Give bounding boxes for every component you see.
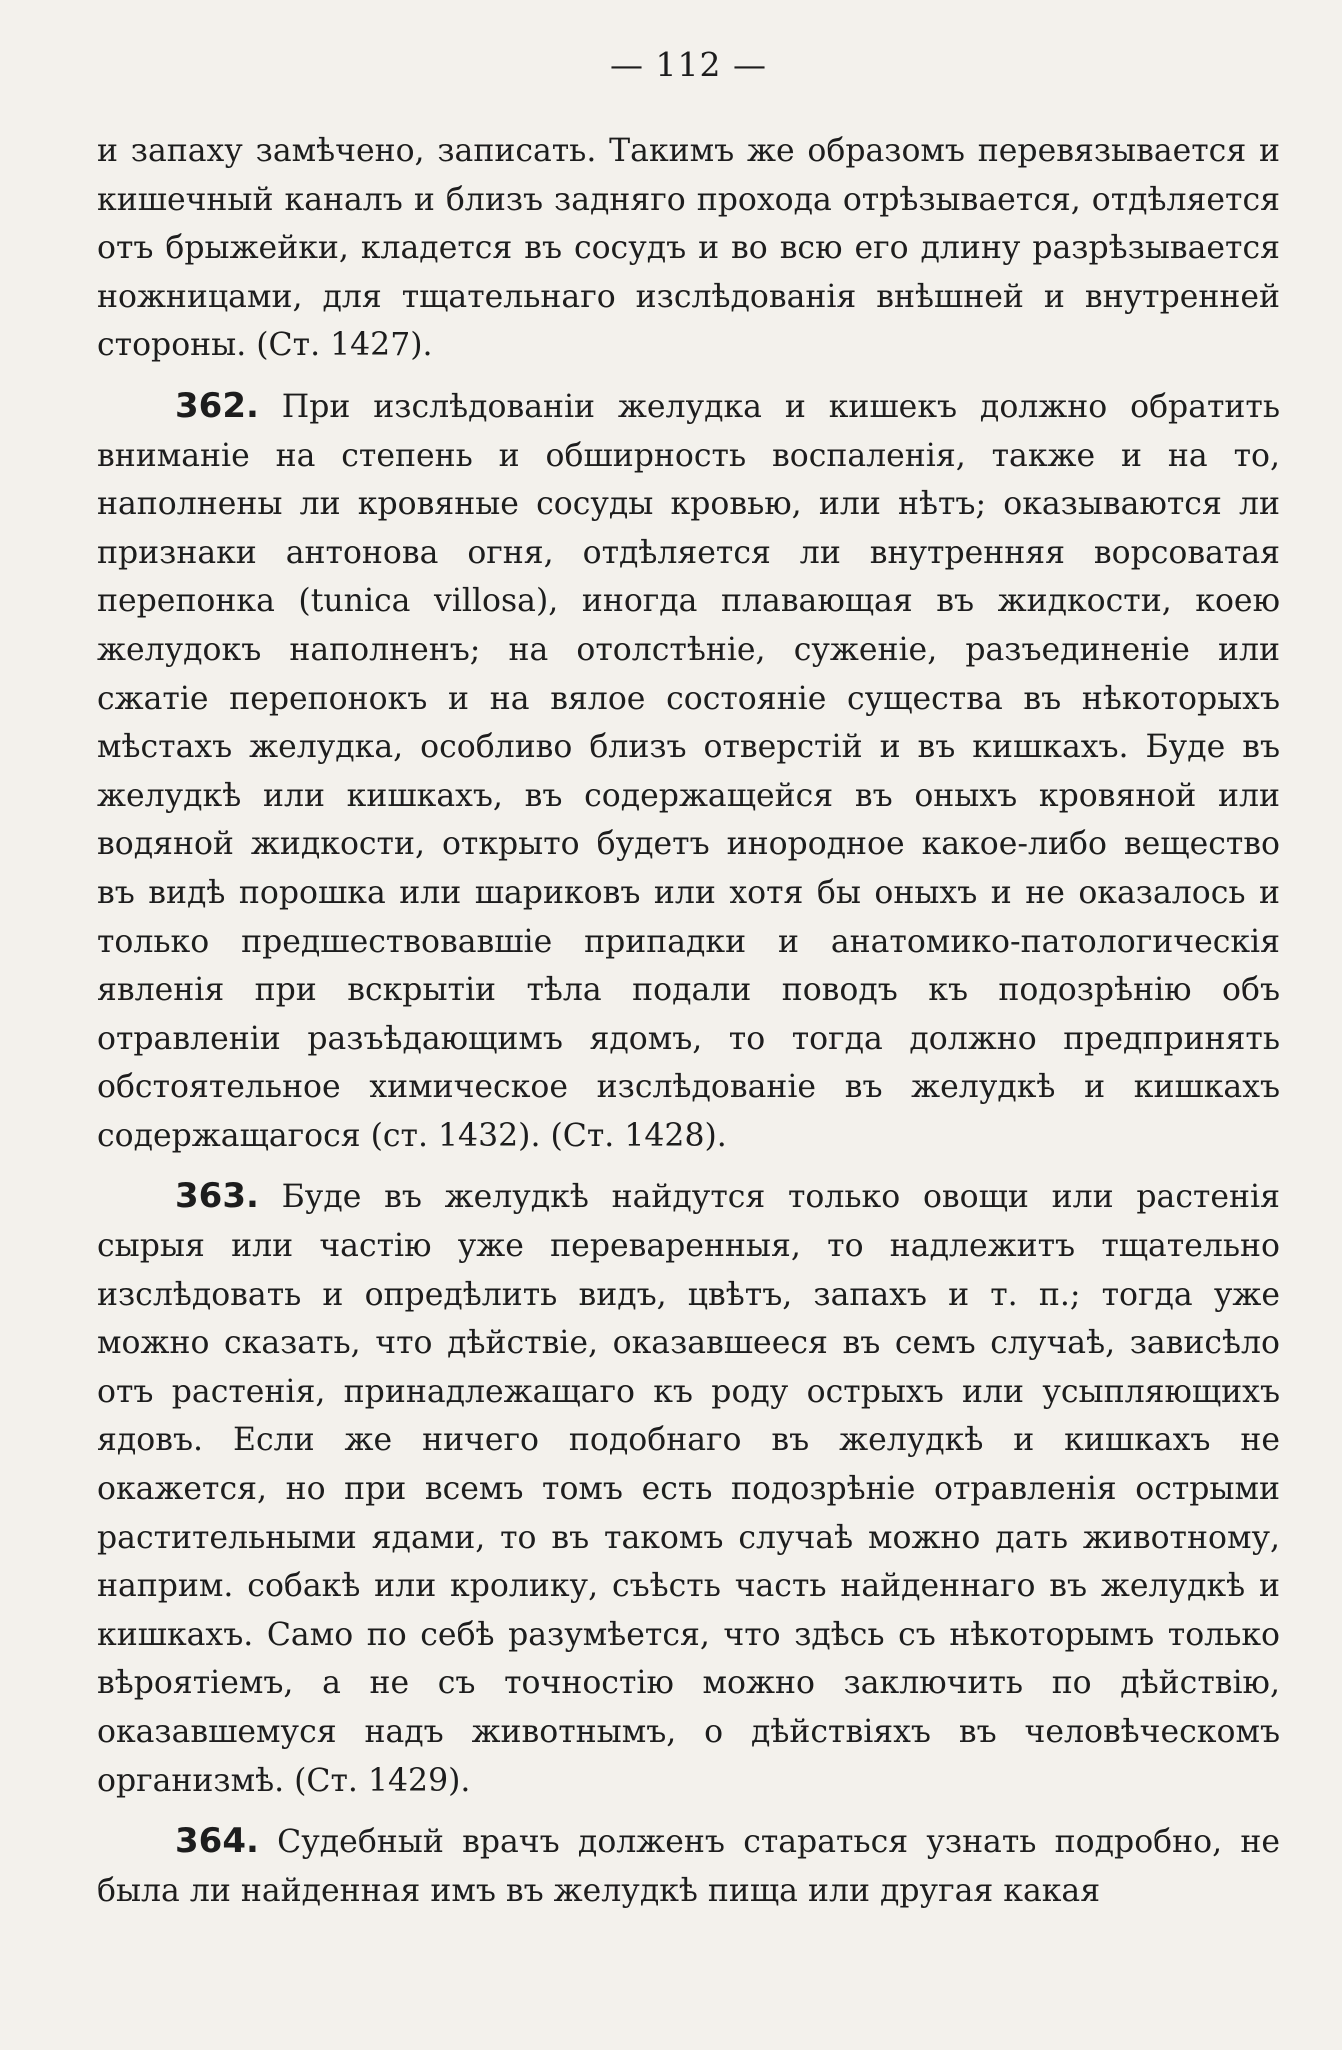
- paragraph-continuation: [97, 127, 1280, 370]
- paragraph-363: [97, 1172, 1280, 1805]
- paragraph-text: Буде въ желудкѣ найдутся только овощи или растенія сырыя или частію уже переваренныя, то надлежитъ тщательно изслѣдовать и опредѣлить видъ, цвѣтъ, запахъ и т. п.; тогда уже можно сказать, что дѣйствіе, оказавшееся въ семъ случаѣ, зависѣло отъ растенія, принадлежащаго къ роду острыхъ или усыпляющихъ ядовъ. Если же ничего подобнаго въ желудкѣ и кишкахъ не окажется, но при всемъ томъ есть подозрѣніе отравленія острыми растительными ядами, то въ такомъ случаѣ можно дать животному, наприм. собакѣ или кролику, съѣсть часть найденнаго въ желудкѣ и кишкахъ. Само по себѣ разумѣется, что здѣсь съ нѣкоторымъ только вѣроятіемъ, а не съ точностію можно заключить по дѣйствію, оказавшемуся надъ животнымъ, о дѣйствіяхъ въ человѣческомъ организмѣ. (Ст. 1429).: [97, 1179, 1280, 1799]
- paragraph-362: [97, 382, 1280, 1161]
- paragraph-text: При изслѣдованіи желудка и кишекъ должно обратить вниманіе на степень и обширность воспаленія, также и на то, наполнены ли кровяные сосуды кровью, или нѣтъ; оказываются ли признаки антонова огня, отдѣляется ли внутренняя ворсоватая перепонка (tunica villosa), иногда плавающая въ жидкости, коею желудокъ наполненъ; на отолстѣніе, суженіе, разъединеніе или сжатіе перепонокъ и на вялое состояніе существа въ нѣкоторыхъ мѣстахъ желудка, особливо близъ отверстій и въ кишкахъ. Буде въ желудкѣ или кишкахъ, въ содержащейся въ оныхъ кровяной или водяной жидкости, открыто будетъ инородное какое-либо вещество въ видѣ порошка или шариковъ или хотя бы оныхъ и не оказалось и только предшествовавшіе припадки и анатомико-патологическія явленія при вскрытіи тѣла подали поводъ къ подозрѣнію объ отравленіи разъѣдающимъ ядомъ, то тогда должно предпринять обстоятельное химическое изслѣдованіе въ желудкѣ и кишкахъ содержащагося (ст. 1432). (Ст. 1428).: [97, 388, 1280, 1154]
- paragraph-text: и запаху замѣчено, записать. Такимъ же образомъ перевязывается и кишечный каналъ и близъ задняго прохода отрѣзывается, отдѣляется отъ брыжейки, кладется въ сосудъ и во всю его длину разрѣзывается ножницами, для тщательнаго изслѣдованія внѣшней и внутренней стороны. (Ст. 1427).: [97, 133, 1280, 364]
- paragraph-text: Судебный врачъ долженъ стараться узнать подробно, не была ли найденная имъ въ желудкѣ пища или другая какая: [97, 1824, 1280, 1909]
- page-number: — 112 —: [610, 45, 767, 84]
- paragraph-number: 363.: [175, 1176, 259, 1217]
- paragraph-number: 362.: [175, 385, 259, 426]
- paragraph-364: [97, 1817, 1280, 1915]
- paragraph-number: 364.: [175, 1821, 259, 1862]
